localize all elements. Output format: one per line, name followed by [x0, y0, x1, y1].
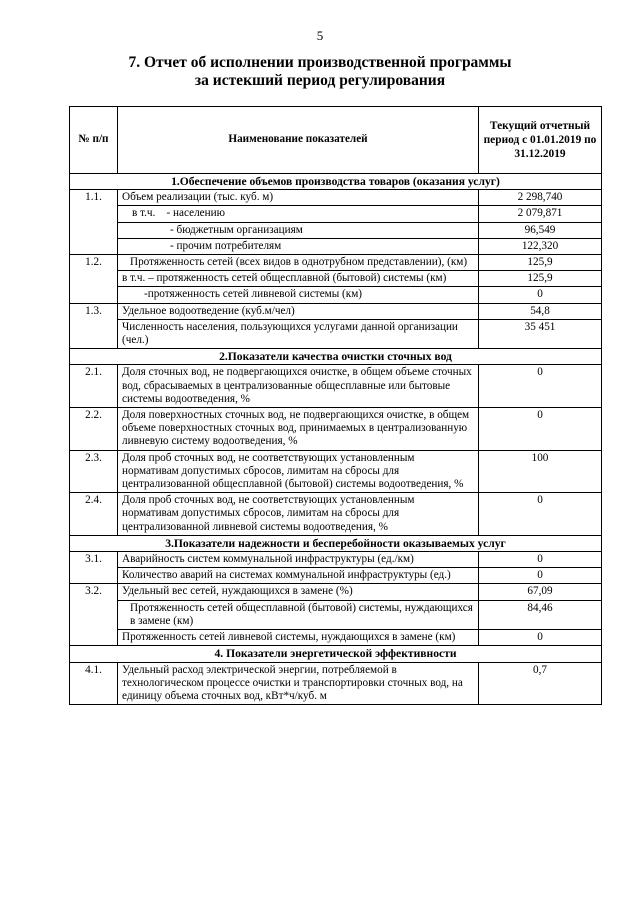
row-name: Протяженность сетей общесплавной (бытовой) системы, нуждающихся в замене (км): [118, 600, 479, 629]
row-value: 0,7: [479, 662, 602, 705]
row-number: 3.1.: [70, 552, 118, 584]
table-row: [70, 662, 602, 705]
row-number: 2.3.: [70, 450, 118, 493]
row-name: - бюджетным организациям: [118, 222, 479, 238]
table-row: [70, 600, 602, 629]
row-value: 125,9: [479, 271, 602, 287]
row-value: 84,46: [479, 600, 602, 629]
row-name: Доля проб сточных вод, не соответствующих установленным нормативам допустимых сбросов, лимитам на сбросы для централизованной ливневой системы водоотведения, %: [118, 493, 479, 536]
section-header-row: [70, 349, 602, 365]
row-value: 96,549: [479, 222, 602, 238]
row-number: 1.2.: [70, 255, 118, 304]
table-row: [70, 450, 602, 493]
report-title-line-1: 7. Отчет об исполнении производственной программы: [128, 54, 512, 71]
section-header-row: [70, 646, 602, 662]
row-value: 2 079,871: [479, 206, 602, 222]
row-number: 1.1.: [70, 190, 118, 255]
section-title: 1.Обеспечение объемов производства товаров (оказания услуг): [70, 174, 602, 190]
row-value: 125,9: [479, 255, 602, 271]
section-title: 4. Показатели энергетической эффективности: [70, 646, 602, 662]
row-name: Аварийность систем коммунальной инфраструктуры (ед./км): [118, 552, 479, 568]
row-value: 35 451: [479, 319, 602, 348]
header-num: № п/п: [70, 107, 118, 174]
table-row: [70, 287, 602, 303]
row-number: 1.3.: [70, 303, 118, 349]
row-name: - прочим потребителям: [118, 238, 479, 254]
row-value: 122,320: [479, 238, 602, 254]
table-row: [70, 255, 602, 271]
row-value: 67,09: [479, 584, 602, 600]
row-name: Объем реализации (тыс. куб. м): [118, 190, 479, 206]
row-name: Удельный расход электрической энергии, потребляемой в технологическом процессе очистки и транспортировки сточных вод, на единицу объема сточных вод, кВт*ч/куб. м: [118, 662, 479, 705]
row-name: Доля сточных вод, не подвергающихся очистке, в общем объеме сточных вод, сбрасываемых в централизованные общесплавные или бытовые системы водоотведения, %: [118, 365, 479, 408]
row-value: 0: [479, 493, 602, 536]
row-number: 3.2.: [70, 584, 118, 646]
row-value: 54,8: [479, 303, 602, 319]
row-name: Протяженность сетей (всех видов в однотрубном представлении), (км): [118, 255, 479, 271]
row-value: 2 298,740: [479, 190, 602, 206]
section-title: 2.Показатели качества очистки сточных вод: [70, 349, 602, 365]
table-row: [70, 222, 602, 238]
row-value: 100: [479, 450, 602, 493]
table-row: [70, 408, 602, 451]
table-row: [70, 319, 602, 348]
row-number: 2.1.: [70, 365, 118, 408]
table-row: [70, 365, 602, 408]
header-value: Текущий отчетный период с 01.01.2019 по 31.12.2019: [479, 107, 602, 174]
row-value: 0: [479, 630, 602, 646]
section-header-row: [70, 535, 602, 551]
table-row: [70, 303, 602, 319]
table-row: [70, 271, 602, 287]
table-row: [70, 238, 602, 254]
row-name: Доля проб сточных вод, не соответствующих установленным нормативам допустимых сбросов, лимитам на сбросы для централизованной общесплавной (бытовой) системы водоотведения, %: [118, 450, 479, 493]
row-name: Численность населения, пользующихся услугами данной организации (чел.): [118, 319, 479, 348]
row-name: Удельное водоотведение (куб.м/чел): [118, 303, 479, 319]
row-number: 2.2.: [70, 408, 118, 451]
row-name: Количество аварий на системах коммунальной инфраструктуры (ед.): [118, 568, 479, 584]
report-table: [69, 106, 602, 705]
row-value: 0: [479, 408, 602, 451]
table-row: [70, 552, 602, 568]
row-name: Удельный вес сетей, нуждающихся в замене (%): [118, 584, 479, 600]
section-header-row: [70, 174, 602, 190]
row-name: Протяженность сетей ливневой системы, нуждающихся в замене (км): [118, 630, 479, 646]
header-row: [70, 107, 602, 174]
row-value: 0: [479, 365, 602, 408]
row-number: 2.4.: [70, 493, 118, 536]
table-row: [70, 568, 602, 584]
row-name: Доля поверхностных сточных вод, не подвергающихся очистке, в общем объеме поверхностных сточных вод, принимаемых в централизованную ливневую систему водоотведения, %: [118, 408, 479, 451]
table-row: [70, 630, 602, 646]
row-value: 0: [479, 568, 602, 584]
page-number: 5: [316, 28, 324, 43]
header-name: Наименование показателей: [118, 107, 479, 174]
table-row: [70, 493, 602, 536]
table-row: [70, 206, 602, 222]
row-value: 0: [479, 552, 602, 568]
section-title: 3.Показатели надежности и бесперебойности оказываемых услуг: [70, 535, 602, 551]
table-row: [70, 190, 602, 206]
report-title-line-2: за истекший период регулирования: [194, 72, 446, 89]
row-name: в т.ч. – протяженность сетей общесплавной (бытовой) системы (км): [118, 271, 479, 287]
table-row: [70, 584, 602, 600]
row-name: в т.ч. - населению: [118, 206, 479, 222]
report-title: [0, 54, 640, 90]
row-name: -протяженность сетей ливневой системы (км): [118, 287, 479, 303]
row-number: 4.1.: [70, 662, 118, 705]
row-value: 0: [479, 287, 602, 303]
